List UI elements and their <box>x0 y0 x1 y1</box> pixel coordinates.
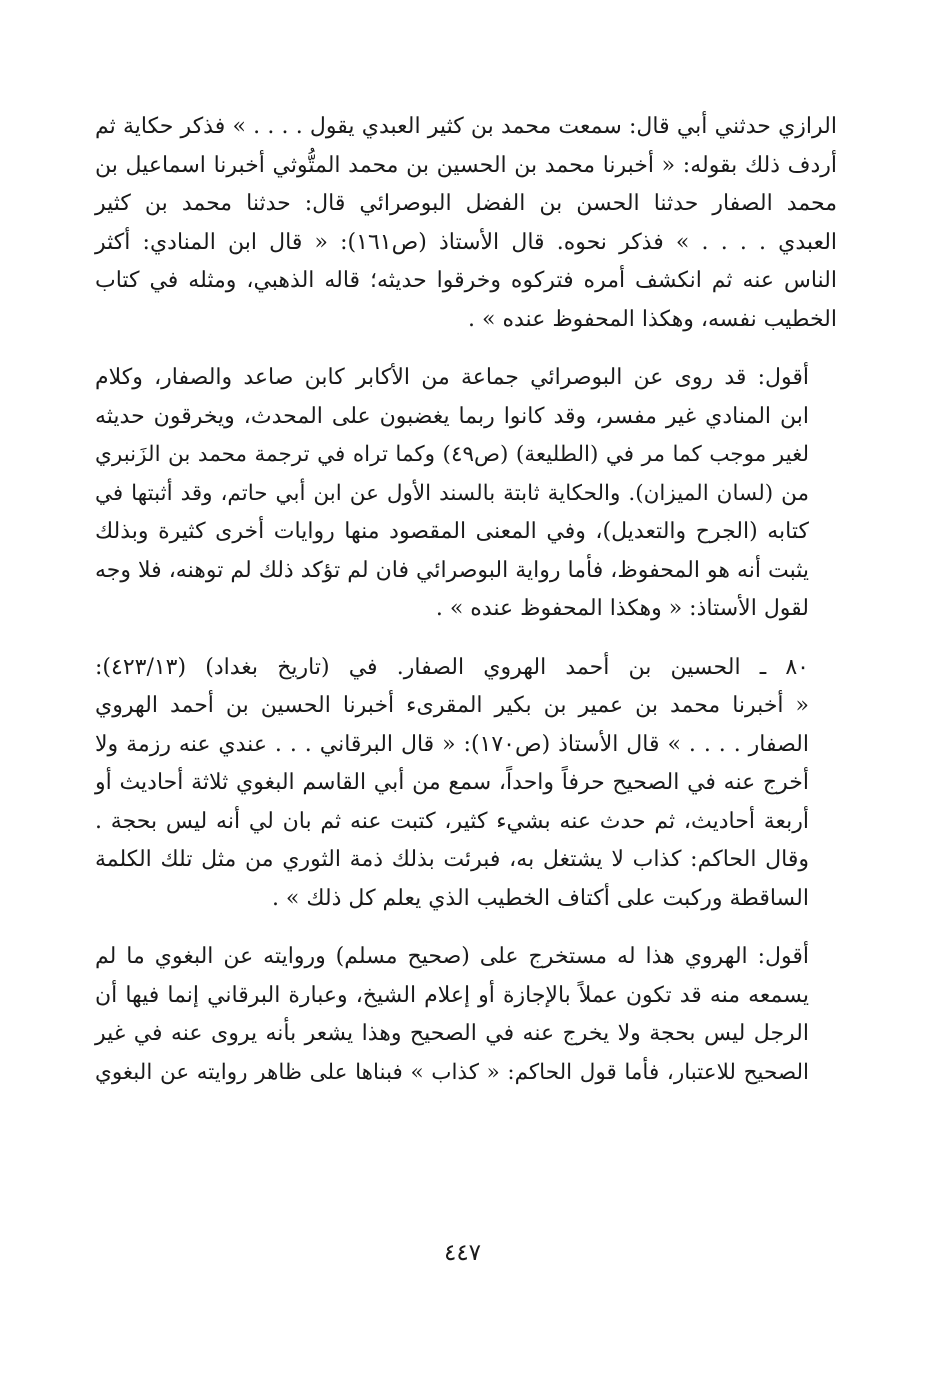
paragraph-2 <box>95 359 837 629</box>
page-body <box>95 108 837 1092</box>
paragraph-3 <box>95 649 837 919</box>
text-line: « أخبرنا محمد بن عمير بن بكير المقرىء أخبرنا الحسين بن أحمد الهروي <box>95 693 809 718</box>
text-line: الرازي حدثني أبي قال: سمعت محمد بن كثير العبدي يقول . . . . » فذكر حكاية ثم <box>95 114 837 139</box>
text-line: محمد الصفار حدثنا الحسن بن الفضل البوصرائي قال: حدثنا محمد بن كثير <box>95 191 837 216</box>
text-line: من (لسان الميزان). والحكاية ثابتة بالسند الأول عن ابن أبي حاتم، وقد أثبتها في <box>95 480 809 506</box>
text-line: أقول: الهروي هذا له مستخرج على (صحيح مسلم) وروايته عن البغوي ما لم <box>95 944 809 969</box>
text-line: أخرج عنه في الصحيح حرفاً واحداً، سمع من أبي القاسم البغوي ثلاثة أحاديث أو <box>95 770 809 795</box>
text-line: لقول الأستاذ: « وهكذا المحفوظ عنده » . <box>435 596 809 621</box>
text-line: الصفار . . . . » قال الأستاذ (ص١٧٠): « قال البرقاني . . . عندي عنه رزمة ولا <box>95 731 810 757</box>
text-line: الساقطة وركبت على أكتاف الخطيب الذي يعلم كل ذلك » . <box>271 885 809 911</box>
text-line: يسمعه منه قد تكون عملاً بالإجازة أو إعلام الشيخ، وعبارة البرقاني إنما فيها أن <box>95 982 809 1008</box>
text-line: وقال الحاكم: كذاب لا يشتغل به، فبرئت بذلك ذمة الثوري من مثل تلك الكلمة <box>95 847 809 872</box>
text-line: أقول: قد روى عن البوصرائي جماعة من الأكابر كابن صاعد والصفار، وكلام <box>95 365 809 390</box>
text-line: العبدي . . . . » فذكر نحوه. قال الأستاذ (ص١٦١): « قال ابن المنادي: أكثر <box>95 229 838 255</box>
text-line: ٨٠ ـ الحسين بن أحمد الهروي الصفار. في (تاريخ بغداد) (٤٢٣/١٣): <box>95 654 809 680</box>
text-line: كتابه (الجرح والتعديل)، وفي المعنى المقصود منها روايات أخرى كثيرة وبذلك <box>95 519 809 544</box>
text-line: أردف ذلك بقوله: « أخبرنا محمد بن الحسين بن محمد المتُّوثي أخبرنا اسماعيل بن <box>95 152 837 178</box>
text-line: يثبت أنه هو المحفوظ، فأما رواية البوصرائي فان لم تؤكد ذلك لم توهنه، فلا وجه <box>95 557 809 583</box>
text-line: لغير موجب كما مر في (الطليعة) (ص٤٩) وكما تراه في ترجمة محمد بن الزَنبري <box>95 442 810 467</box>
text-line: الرجل ليس بحجة ولا يخرج عنه في الصحيح وهذا يشعر بأنه يروى عنه في غير <box>95 1021 809 1046</box>
text-line: الخطيب نفسه، وهكذا المحفوظ عنده » . <box>468 306 837 332</box>
paragraph-1 <box>95 108 837 339</box>
page-number: ٤٤٧ <box>443 1240 482 1266</box>
text-line: ابن المنادي غير مفسر، وقد كانوا ربما يغضبون على المحدث، ويخرقون حديثه <box>95 403 809 429</box>
text-line: الصحيح للاعتبار، فأما قول الحاكم: « كذاب » فبناها على ظاهر روايته عن البغوي <box>95 1059 809 1085</box>
text-line: الناس عنه ثم انكشف أمره فتركوه وخرقوا حديثه؛ قاله الذهبي، ومثله في كتاب <box>95 268 837 293</box>
text-line: أربعة أحاديث، ثم حدث عنه بشيء كثير، كتبت عنه ثم بان لي أنه ليس بحجة . <box>95 808 809 834</box>
paragraph-4 <box>95 938 837 1092</box>
